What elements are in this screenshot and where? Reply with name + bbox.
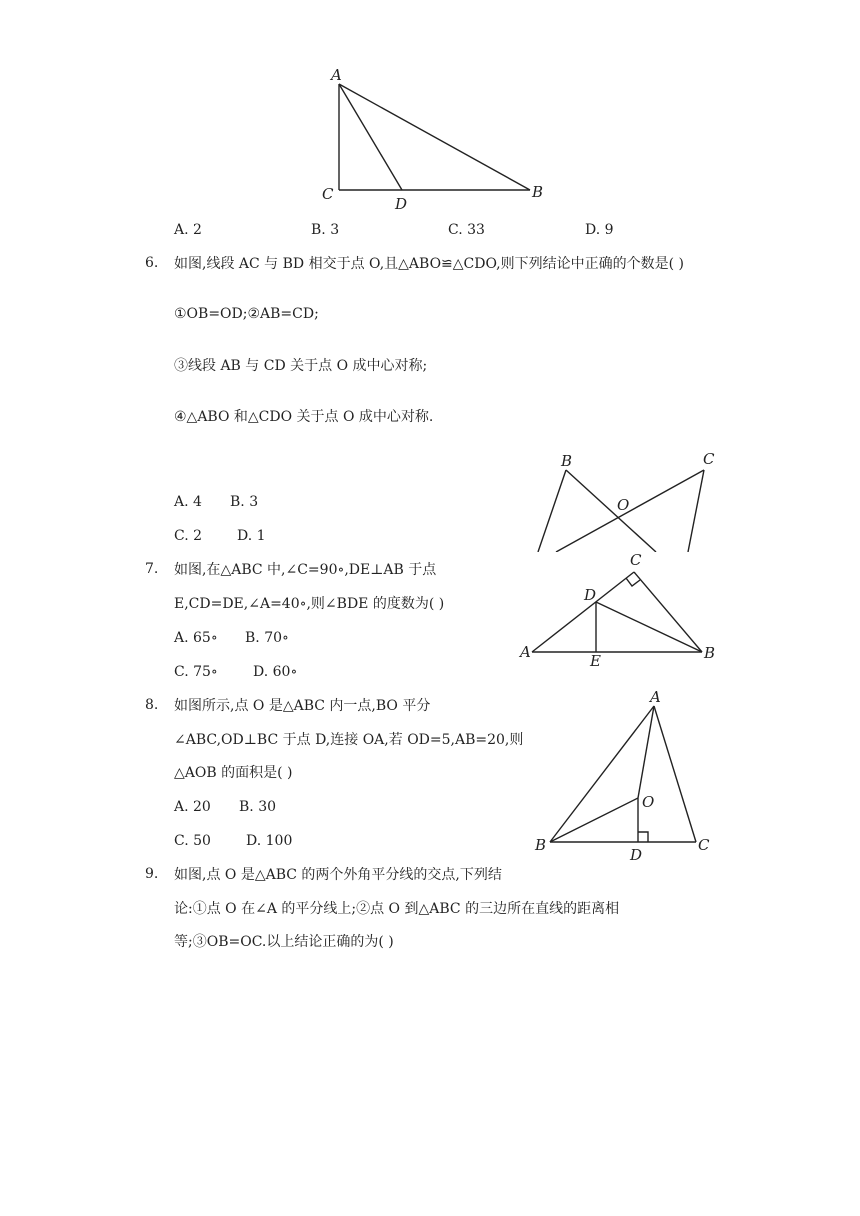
q6-statement-4: ④△ABO 和△CDO 关于点 O 成中心对称. [174, 409, 434, 425]
q7-stem-line2: E,CD=DE,∠A=40∘,则∠BDE 的度数为( ) [174, 596, 445, 612]
q7-option-b: B. 70∘ [245, 630, 289, 646]
q6-statement-1-2: ①OB=OD;②AB=CD; [174, 306, 319, 322]
q6-statement-3: ③线段 AB 与 CD 关于点 O 成中心对称; [174, 358, 428, 374]
q5-option-c: C. 33 [448, 222, 485, 238]
q9-stem-line1: 如图,点 O 是△ABC 的两个外角平分线的交点,下列结 [174, 867, 502, 883]
q8-label-a: A [650, 688, 661, 706]
q6-figure [528, 448, 728, 552]
q6-label-b: B [561, 452, 573, 470]
q7-option-a: A. 65∘ [174, 630, 218, 646]
q9-number: 9. [145, 866, 159, 882]
q8-number: 8. [145, 697, 159, 713]
q8-figure [532, 686, 722, 866]
q5-label-b: B [532, 183, 544, 201]
q6-number: 6. [145, 255, 159, 271]
q6-label-o: O [617, 496, 630, 514]
q7-label-c: C [630, 551, 642, 569]
q6-option-d: D. 1 [237, 528, 266, 544]
q9-stem-line2: 论:①点 O 在∠A 的平分线上;②点 O 到△ABC 的三边所在直线的距离相 [174, 901, 620, 917]
q8-option-d: D. 100 [246, 833, 293, 849]
q6-option-b: B. 3 [230, 494, 259, 510]
q6-option-a: A. 4 [174, 494, 202, 510]
q7-option-c: C. 75∘ [174, 664, 218, 680]
q8-stem-line2: ∠ABC,OD⊥BC 于点 D,连接 OA,若 OD=5,AB=20,则 [174, 732, 524, 748]
q8-option-b: B. 30 [239, 799, 277, 815]
q5-option-a: A. 2 [174, 222, 202, 238]
q8-stem-line3: △AOB 的面积是( ) [174, 765, 293, 781]
q5-option-b: B. 3 [311, 222, 340, 238]
q5-label-c: C [322, 185, 334, 203]
q5-figure [318, 62, 558, 214]
q8-label-c: C [698, 836, 710, 854]
q5-option-d: D. 9 [585, 222, 614, 238]
q7-figure [518, 550, 728, 670]
q8-label-d: D [630, 846, 643, 864]
q8-stem-line1: 如图所示,点 O 是△ABC 内一点,BO 平分 [174, 698, 431, 714]
q5-label-d: D [395, 195, 408, 213]
q6-option-c: C. 2 [174, 528, 203, 544]
q6-label-c: C [703, 450, 715, 468]
q8-option-a: A. 20 [174, 799, 211, 815]
q6-stem: 如图,线段 AC 与 BD 相交于点 O,且△ABO≌△CDO,则下列结论中正确的个数是( ) [174, 256, 684, 272]
q7-number: 7. [145, 561, 159, 577]
q7-option-d: D. 60∘ [253, 664, 298, 680]
q9-stem-line3: 等;③OB=OC.以上结论正确的为( ) [174, 934, 394, 950]
q8-option-c: C. 50 [174, 833, 211, 849]
q5-label-a: A [331, 66, 342, 84]
q7-label-d: D [584, 586, 597, 604]
q7-stem-line1: 如图,在△ABC 中,∠C=90∘,DE⊥AB 于点 [174, 562, 437, 578]
q7-label-a: A [520, 643, 531, 661]
q8-label-o: O [642, 793, 655, 811]
q7-label-b: B [704, 644, 716, 662]
q7-label-e: E [590, 652, 601, 670]
q8-label-b: B [535, 836, 547, 854]
